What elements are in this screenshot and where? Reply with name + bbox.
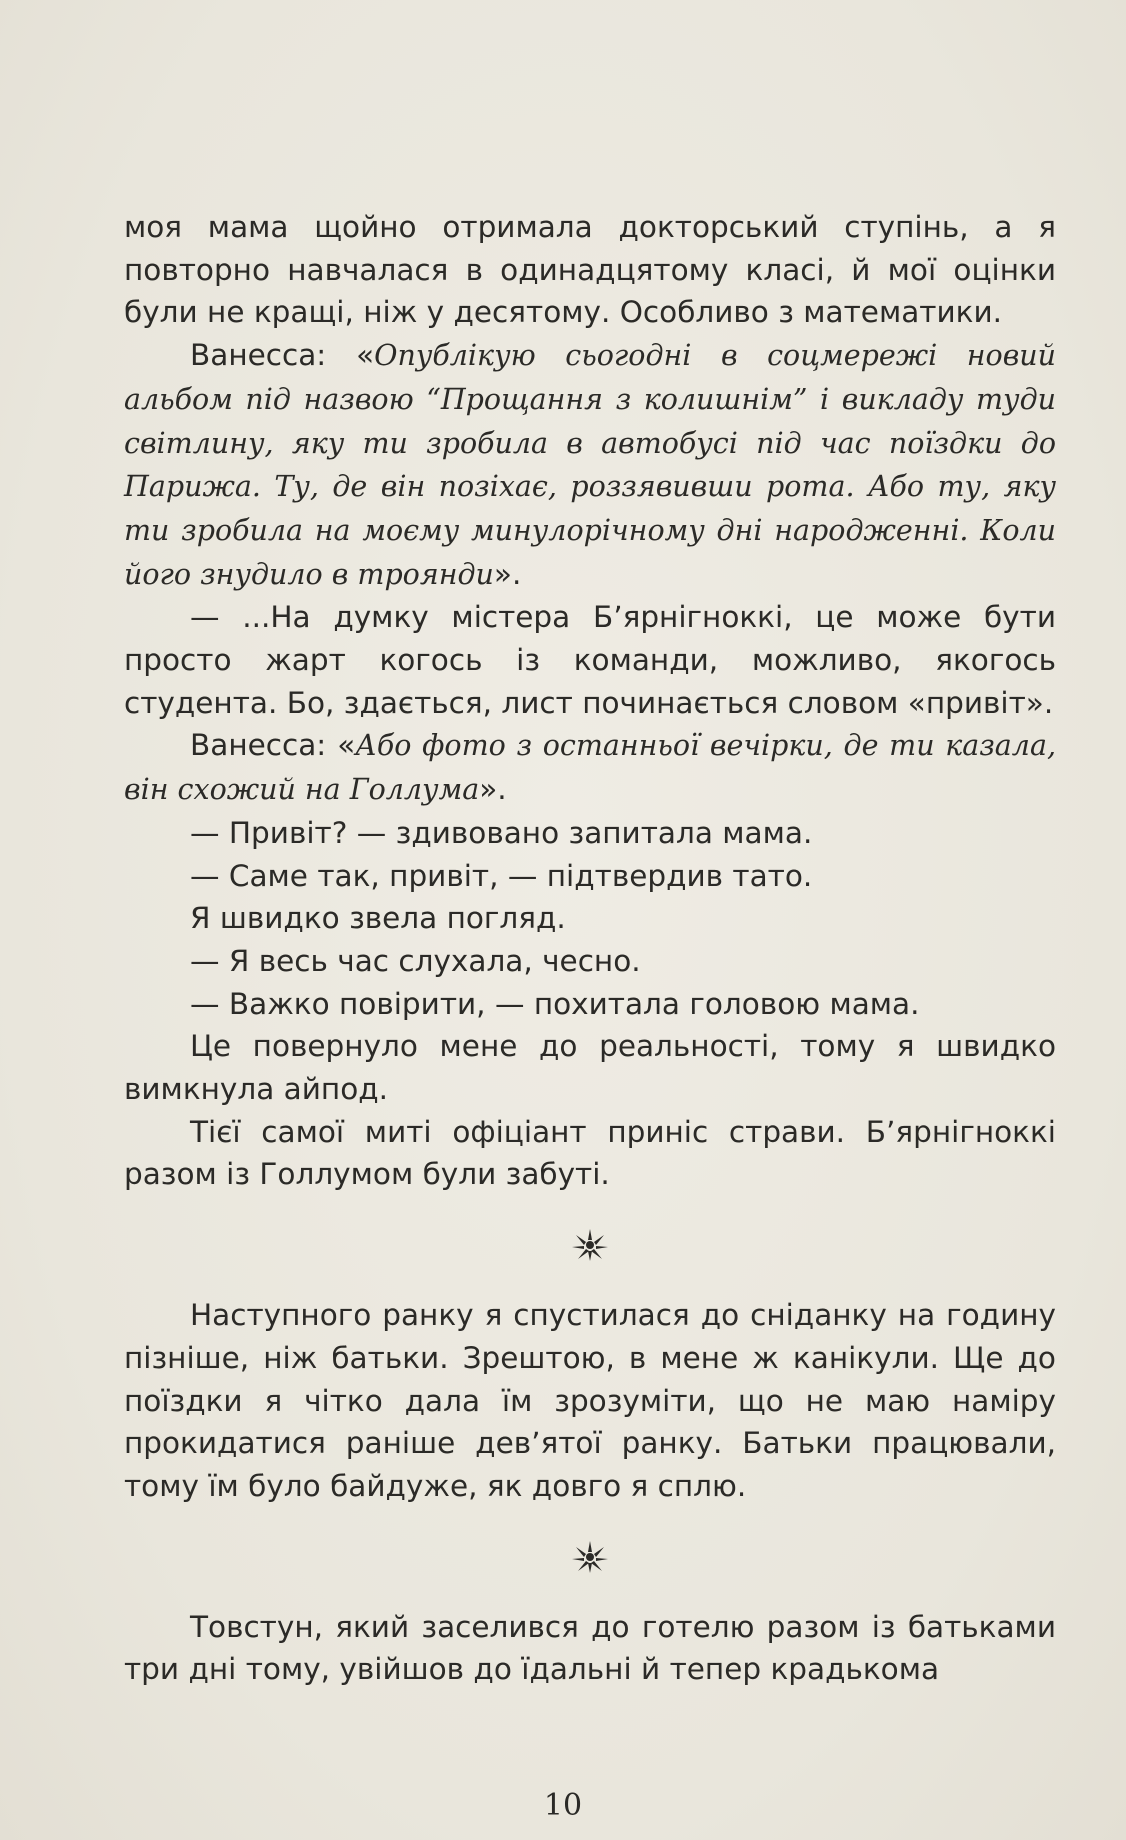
section-divider [124,1208,1056,1280]
paragraph: Тієї самої миті офіціант приніс страви. Б’ярнігноккі разом із Голлумом були забуті. [124,1114,1056,1192]
paragraph: Я швидко звела погляд. [190,901,566,936]
italic-text: Опублікую сьогодні в соцмережі новий альбом під назвою “Прощання з колишнім” і викладу туди світлину, яку ти зробила в автобусі під час поїздки до Парижа. Ту, де він позіхає, роззявивши рота. Або ту, яку ти зробила на моєму минулорічному дні народженні. Коли його знудило в троянди [124,339,1056,591]
paragraph [124,724,1056,811]
section-divider [124,1520,1056,1592]
text-run: Ванесса: « [190,728,356,763]
text-run: ». [479,772,507,807]
paragraph: — ...На думку містера Б’ярнігноккі, це може бути просто жарт когось із команди, можливо, якогось студента. Бо, здається, лист починається словом «привіт». [124,600,1056,720]
paragraph: Це повернуло мене до реальності, тому я швидко вимкнула айпод. [124,1029,1056,1107]
paragraph: — Саме так, привіт, — підтвердив тато. [190,858,813,893]
paragraph: — Важко повірити, — похитала головою мама. [190,986,920,1021]
paragraph [124,334,1056,596]
paragraph: — Я весь час слухала, чесно. [190,943,641,978]
paragraph: Товстун, який заселився до готелю разом із батьками три дні тому, увійшов до їдальні й тепер крадькома [124,1609,1056,1687]
paragraph: моя мама щойно отримала докторський ступінь, а я повторно навчалася в одинадцятому класі, й мої оцінки були не кращі, ніж у десятому. Особливо з математики. [124,210,1056,330]
italic-text: Або фото з останньої вечірки, де ти казала, він схожий на Голлума [124,729,1056,807]
text-run: ». [493,556,522,591]
flower-ornament-icon [570,1539,610,1573]
flower-ornament-icon [570,1227,610,1261]
paragraph: — Привіт? — здивовано запитала мама. [190,815,813,850]
text-run: Ванесса: « [190,338,375,373]
paragraph: Наступного ранку я спустилася до сніданку на годину пізніше, ніж батьки. Зрештою, в мене ж канікули. Ще до поїздки я чітко дала їм зрозуміти, що не маю наміру прокидатися раніше дев’ятої ранку. Батьки працювали, тому їм було байдуже, як довго я сплю. [124,1298,1056,1503]
page-number: 10 [543,1788,583,1823]
page-body [124,206,1056,1691]
